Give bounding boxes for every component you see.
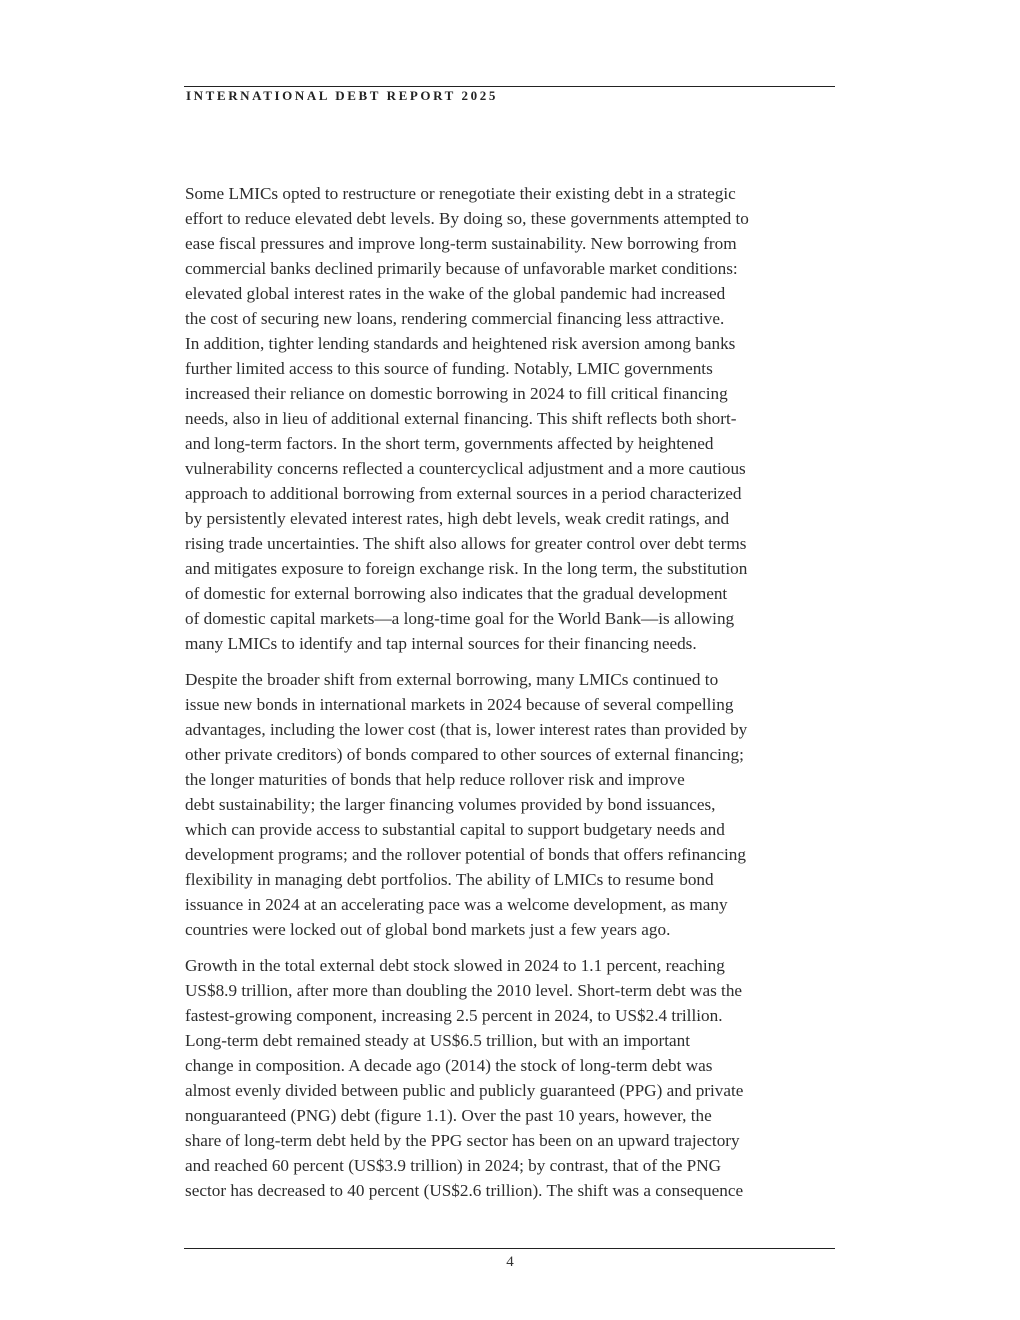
header-rule (184, 86, 835, 87)
text-line: share of long-term debt held by the PPG sector has been on an upward trajectory (185, 1131, 740, 1150)
text-line: and mitigates exposure to foreign exchange risk. In the long term, the substitution (185, 559, 748, 578)
text-line: Some LMICs opted to restructure or renegotiate their existing debt in a strategic (185, 184, 736, 203)
text-line: of domestic for external borrowing also indicates that the gradual development (185, 584, 728, 603)
text-line: increased their reliance on domestic borrowing in 2024 to fill critical financing (185, 384, 728, 403)
paragraph-1 (185, 181, 837, 656)
text-line: elevated global interest rates in the wake of the global pandemic had increased (185, 284, 726, 303)
text-line: and long-term factors. In the short term, governments affected by heightened (185, 434, 714, 453)
text-line: rising trade uncertainties. The shift also allows for greater control over debt terms (185, 534, 747, 553)
body-text (185, 181, 837, 1214)
text-line: approach to additional borrowing from external sources in a period characterized (185, 484, 742, 503)
text-line: the longer maturities of bonds that help reduce rollover risk and improve (185, 770, 685, 789)
text-line: In addition, tighter lending standards and heightened risk aversion among banks (185, 334, 736, 353)
text-line: many LMICs to identify and tap internal sources for their financing needs. (185, 634, 697, 653)
text-line: development programs; and the rollover potential of bonds that offers refinancing (185, 845, 746, 864)
text-line: other private creditors) of bonds compared to other sources of external financing; (185, 745, 744, 764)
text-line: and reached 60 percent (US$3.9 trillion) in 2024; by contrast, that of the PNG (185, 1156, 722, 1175)
text-line: commercial banks declined primarily because of unfavorable market conditions: (185, 259, 738, 278)
text-line: countries were locked out of global bond markets just a few years ago. (185, 920, 671, 939)
text-line: advantages, including the lower cost (that is, lower interest rates than provided by (185, 720, 748, 739)
text-line: effort to reduce elevated debt levels. By doing so, these governments attempted to (185, 209, 749, 228)
text-line: issue new bonds in international markets in 2024 because of several compelling (185, 695, 734, 714)
paragraph-3 (185, 953, 837, 1203)
text-line: issuance in 2024 at an accelerating pace was a welcome development, as many (185, 895, 728, 914)
text-line: Despite the broader shift from external borrowing, many LMICs continued to (185, 670, 719, 689)
text-line: fastest-growing component, increasing 2.5 percent in 2024, to US$2.4 trillion. (185, 1006, 723, 1025)
text-line: Long-term debt remained steady at US$6.5 trillion, but with an important (185, 1031, 691, 1050)
text-line: further limited access to this source of funding. Notably, LMIC governments (185, 359, 713, 378)
page-number: 4 (506, 1254, 514, 1270)
text-line: US$8.9 trillion, after more than doubling the 2010 level. Short-term debt was the (185, 981, 743, 1000)
text-line: which can provide access to substantial capital to support budgetary needs and (185, 820, 725, 839)
text-line: vulnerability concerns reflected a countercyclical adjustment and a more cautious (185, 459, 746, 478)
running-header: INTERNATIONAL DEBT REPORT 2025 (186, 88, 498, 103)
text-line: ease fiscal pressures and improve long-term sustainability. New borrowing from (185, 234, 737, 253)
text-line: the cost of securing new loans, rendering commercial financing less attractive. (185, 309, 725, 328)
footer-rule (184, 1248, 835, 1249)
text-line: Growth in the total external debt stock slowed in 2024 to 1.1 percent, reaching (185, 956, 725, 975)
text-line: flexibility in managing debt portfolios. The ability of LMICs to resume bond (185, 870, 714, 889)
paragraph-2 (185, 667, 837, 942)
text-line: by persistently elevated interest rates, high debt levels, weak credit ratings, and (185, 509, 730, 528)
text-line: nonguaranteed (PNG) debt (figure 1.1). Over the past 10 years, however, the (185, 1106, 712, 1125)
text-line: sector has decreased to 40 percent (US$2.6 trillion). The shift was a consequence (185, 1181, 744, 1200)
text-line: almost evenly divided between public and publicly guaranteed (PPG) and private (185, 1081, 744, 1100)
text-line: of domestic capital markets—a long-time goal for the World Bank—is allowing (185, 609, 735, 628)
text-line: change in composition. A decade ago (2014) the stock of long-term debt was (185, 1056, 713, 1075)
text-line: debt sustainability; the larger financing volumes provided by bond issuances, (185, 795, 716, 814)
text-line: needs, also in lieu of additional external financing. This shift reflects both short- (185, 409, 737, 428)
